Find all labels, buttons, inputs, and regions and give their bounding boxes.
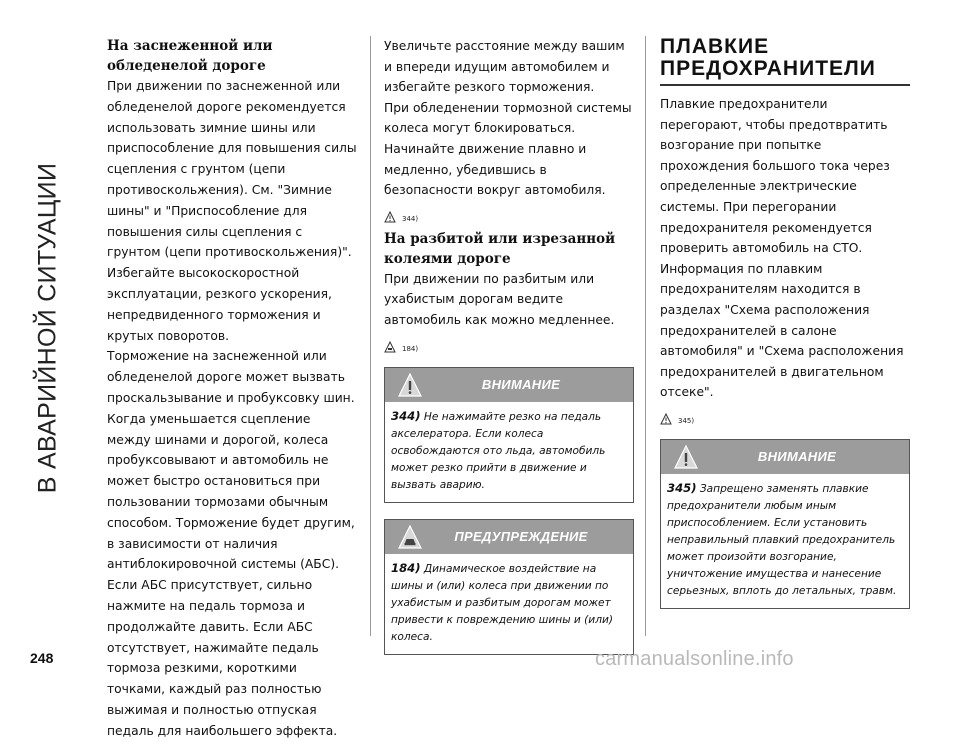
- section-title-line-2: ПРЕДОХРАНИТЕЛИ: [660, 57, 876, 80]
- warning-box-header: [385, 368, 633, 402]
- warning-number: 344): [391, 408, 421, 423]
- paragraph: При движении по заснеженной или обледенелой дороге рекомендуется использовать зимние шины или приспособление для повышения силы сцепления с грунтом (цепи противоскольжения). См. "Зимние шины" и "Приспособление для повышения силы сцепления с грунтом (цепи противоскольжения)".: [107, 79, 357, 260]
- warning-title: ВНИМАНИЕ: [481, 377, 561, 393]
- caution-box-header: [385, 520, 633, 554]
- caution-body: Динамическое воздействие на шины и (или) колеса при движении по ухабистым и разбитым дорогам может привести к повреждению шины и (или) колеса.: [391, 562, 613, 643]
- paragraph: Избегайте высокоскоростной эксплуатации, резкого ускорения, непредвиденного торможения и крутых поворотов.: [107, 266, 332, 343]
- caution-number: 184): [391, 560, 421, 575]
- paragraph: Увеличьте расстояние между вашим и впереди идущим автомобилем и избегайте резкого торможения.: [384, 39, 625, 95]
- caution-text: [385, 554, 633, 654]
- warning-exclamation-icon: [397, 372, 423, 398]
- warning-box-344: [384, 367, 634, 503]
- warning-number: 345): [667, 480, 697, 495]
- column-divider: [370, 36, 371, 636]
- watermark: carmanualsonline.info: [595, 648, 794, 670]
- car-caution-icon: [384, 341, 396, 353]
- reference-marker: [384, 335, 634, 353]
- paragraph: При движении по разбитым или ухабистым дорогам ведите автомобиль как можно медленнее.: [384, 271, 615, 327]
- warning-box-345: [660, 439, 910, 609]
- warning-title: ВНИМАНИЕ: [757, 449, 837, 465]
- section-title-line-1: ПЛАВКИЕ: [660, 35, 770, 58]
- warning-triangle-icon: [660, 413, 672, 425]
- warning-box-header: [661, 440, 909, 474]
- caution-title: ПРЕДУПРЕЖДЕНИЕ: [454, 529, 588, 545]
- warning-body: Не нажимайте резко на педаль акселератора. Если колеса освобождаются ото льда, автомобиль может резко прийти в движение и вызвать аварию.: [391, 410, 606, 491]
- column-divider: [645, 36, 646, 636]
- warning-triangle-icon: [384, 211, 396, 223]
- reference-marker: [660, 407, 910, 425]
- column-2: [384, 36, 634, 655]
- warning-text: [661, 474, 909, 608]
- column-3: [660, 36, 910, 609]
- paragraph: Торможение на заснеженной или обледенелой дороге может вызвать проскальзывание и пробуксовку шин. Когда уменьшается сцепление между шинами и дорогой, колеса пробуксовывают и автомобиль не может быстро остановиться при пользовании тормозами обычным способом. Торможение будет другим, в зависимости от наличия антиблокировочной системы (АБС). Если АБС присутствует, сильно нажмите на педаль тормоза и продолжайте давить. Если АБС отсутствует, нажимайте педаль тормоза резкими, короткими точками, каждый раз полностью выжимая и полностью отпуская педаль для наибольшего эффекта.: [107, 349, 355, 738]
- paragraph: Начинайте движение плавно и медленно, убедившись в безопасности вокруг автомобиля.: [384, 141, 606, 198]
- reference-marker: [384, 205, 634, 223]
- column-1: [107, 36, 357, 742]
- reference-number: 184): [402, 344, 419, 353]
- side-section-title-text: В АВАРИЙНОЙ СИТУАЦИИ: [33, 162, 62, 494]
- car-caution-icon: [397, 524, 423, 550]
- paragraph: При обледенении тормозной системы колеса могут блокироваться.: [384, 100, 632, 136]
- warning-body: Запрещено заменять плавкие предохранители любым иным приспособлением. Если установить неправильный плавкий предохранитель может произойти возгорание, уничтожение имущества и нанесение серьезных, вплоть до летальных, травм.: [667, 482, 897, 597]
- reference-number: 344): [402, 214, 419, 223]
- warning-exclamation-icon: [673, 444, 699, 470]
- side-section-title: [8, 22, 88, 634]
- section-title: [660, 36, 910, 80]
- page-number: 248: [30, 650, 54, 666]
- heading-rough-road: На разбитой или изрезанной колеями дороге: [384, 230, 616, 267]
- section-title-rule: [660, 84, 910, 86]
- warning-text: [385, 402, 633, 502]
- heading-snowy-road: На заснеженной или обледенелой дороге: [107, 38, 273, 74]
- paragraph: Плавкие предохранители перегорают, чтобы предотвратить возгорание при попытке прохождения большого тока через определенные электрические системы. При перегорании предохранителя рекомендуется проверить автомобиль на СТО. Информация по плавким предохранителям находится в разделах "Схема расположения предохранителей в салоне автомобиля" и "Схема расположения предохранителей в двигательном отсеке".: [660, 97, 904, 400]
- caution-box-184: [384, 519, 634, 655]
- reference-number: 345): [678, 416, 695, 425]
